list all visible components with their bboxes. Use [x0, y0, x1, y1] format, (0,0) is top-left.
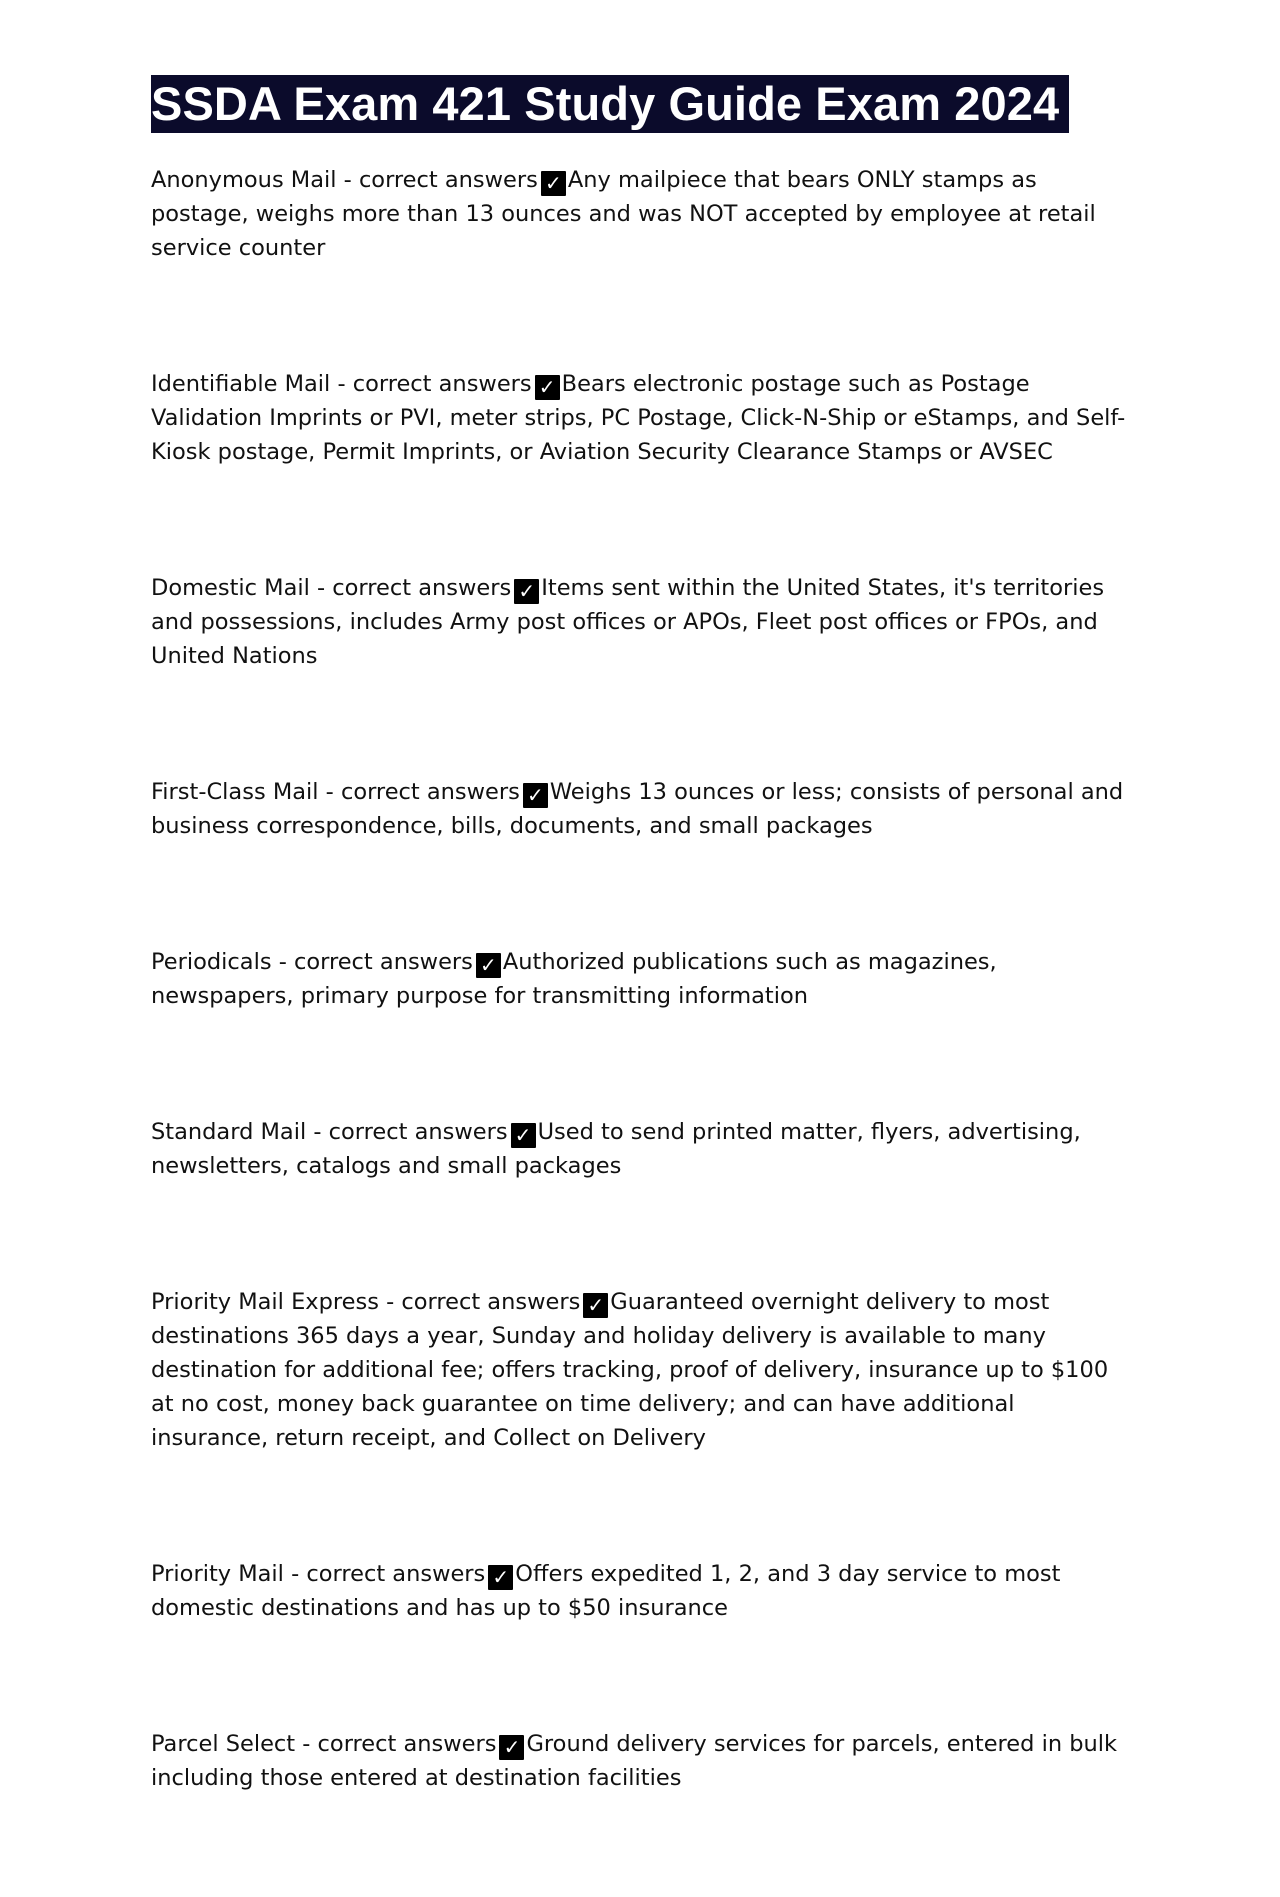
- check-mark-icon: ✓: [583, 1293, 608, 1318]
- list-item: [151, 163, 1136, 265]
- check-mark-icon: ✓: [499, 1735, 524, 1760]
- entry-term: Priority Mail - correct answers: [151, 1561, 486, 1587]
- entry-term: Standard Mail - correct answers: [151, 1119, 508, 1145]
- entry-definition: Used to send printed matter, flyers, advertising, newsletters, catalogs and small packages: [151, 1119, 1081, 1179]
- list-item: [151, 1285, 1136, 1455]
- entry-term: Periodicals - correct answers: [151, 949, 473, 975]
- entry-definition: Authorized publications such as magazines, newspapers, primary purpose for transmitting information: [151, 949, 997, 1009]
- entry-definition: Ground delivery services for parcels, entered in bulk including those entered at destination facilities: [151, 1731, 1118, 1791]
- entry-definition: Items sent within the United States, it's territories and possessions, includes Army post offices or APOs, Fleet post offices or FPOs, and United Nations: [151, 575, 1105, 669]
- check-mark-icon: ✓: [514, 579, 539, 604]
- entry-definition: Bears electronic postage such as Postage Validation Imprints or PVI, meter strips, PC Postage, Click-N-Ship or eStamps, and Self-Kiosk postage, Permit Imprints, or Aviation Security Clearance Stamps or AVSEC: [151, 371, 1126, 465]
- list-item: [151, 775, 1136, 843]
- entry-definition: Offers expedited 1, 2, and 3 day service to most domestic destinations and has up to $50 insurance: [151, 1561, 1061, 1621]
- check-mark-icon: ✓: [541, 171, 566, 196]
- list-item: [151, 1115, 1136, 1183]
- list-item: [151, 1727, 1136, 1795]
- entry-definition: Guaranteed overnight delivery to most destinations 365 days a year, Sunday and holiday delivery is available to many destination for additional fee; offers tracking, proof of delivery, insurance up to $100 at no cost, money back guarantee on time delivery; and can have additional insurance, return receipt, and Collect on Delivery: [151, 1289, 1109, 1451]
- entry-term: Parcel Select - correct answers: [151, 1731, 497, 1757]
- check-mark-icon: ✓: [511, 1123, 536, 1148]
- list-item: [151, 1557, 1136, 1625]
- list-item: [151, 571, 1136, 673]
- check-mark-icon: ✓: [476, 953, 501, 978]
- check-mark-icon: ✓: [535, 375, 560, 400]
- document-page: [151, 75, 1136, 1897]
- page-title: SSDA Exam 421 Study Guide Exam 2024: [151, 75, 1069, 133]
- entry-list: [151, 163, 1136, 1795]
- entry-term: Identifiable Mail - correct answers: [151, 371, 532, 397]
- check-mark-icon: ✓: [488, 1565, 513, 1590]
- entry-term: Anonymous Mail - correct answers: [151, 167, 538, 193]
- check-mark-icon: ✓: [523, 783, 548, 808]
- entry-term: Domestic Mail - correct answers: [151, 575, 512, 601]
- entry-term: Priority Mail Express - correct answers: [151, 1289, 581, 1315]
- list-item: [151, 367, 1136, 469]
- entry-definition: Any mailpiece that bears ONLY stamps as postage, weighs more than 13 ounces and was NOT accepted by employee at retail service counter: [151, 167, 1096, 261]
- list-item: [151, 945, 1136, 1013]
- entry-definition: Weighs 13 ounces or less; consists of personal and business correspondence, bills, documents, and small packages: [151, 779, 1124, 839]
- entry-term: First-Class Mail - correct answers: [151, 779, 520, 805]
